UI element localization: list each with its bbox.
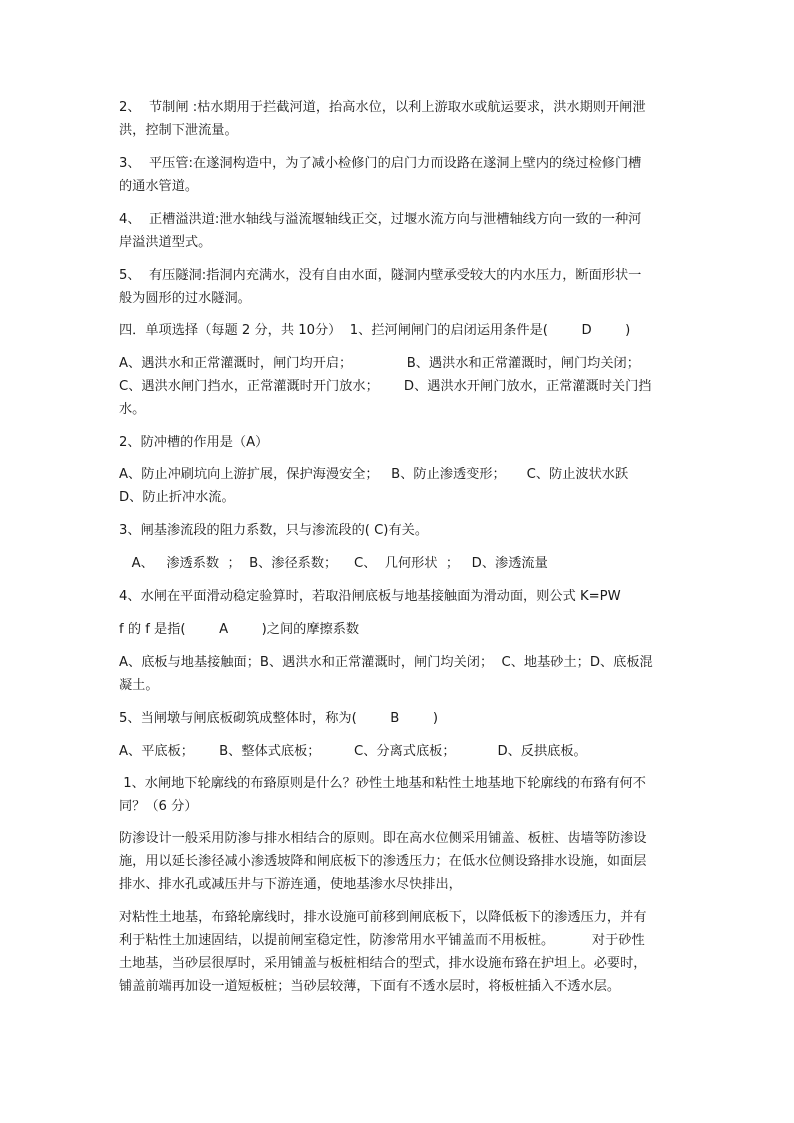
essay-answer-p1-line-2: 施，用以延长渗径减小渗透坡降和闸底板下的渗透压力；在低水位侧设臵排水设施，如面层	[119, 854, 647, 869]
essay-q1-line-2: 同？（6 分）	[119, 799, 198, 814]
essay-answer-p1-line-1: 防渗设计一般采用防渗与排水相结合的原则。即在高水位侧采用铺盖、板桩、齿墙等防渗设	[119, 831, 647, 846]
answer-5-line-1: 5、 有压隧洞:指洞内充满水，没有自由水面，隧洞内壁承受较大的内水压力，断面形状一	[119, 268, 642, 283]
q2-options-line-2: D、防止折冲水流。	[119, 490, 235, 505]
answer-2-line-2: 洪，控制下泄流量。	[119, 123, 238, 138]
essay-answer-p2-line-3: 土地基，当砂层很厚时，采用铺盖与板桩相结合的型式，排水设施布臵在护坦上。必要时，	[119, 956, 647, 971]
answer-3-line-2: 的通水管道。	[119, 179, 199, 194]
answer-4-line-1: 4、 正槽溢洪道:泄水轴线与溢流堰轴线正交，过堰水流方向与泄槽轴线方向一致的一种河	[119, 212, 642, 227]
answer-2-line-1: 2、 节制闸 :枯水期用于拦截河道，抬高水位，以利上游取水或航运要求，洪水期则开闸泄	[119, 100, 646, 115]
section-heading-q1: 四．单项选择（每题 2 分，共 10分） 1、拦河闸闸门的启闭运用条件是( D )	[119, 323, 631, 338]
q3-text: 3、闸基渗流段的阻力系数，只与渗流段的( C)有关。	[119, 523, 429, 538]
answer-5-line-2: 般为圆形的过水隧洞。	[119, 291, 251, 306]
q1-options-line-1: A、遇洪水和正常灌溉时，闸门均开启； B、遇洪水和正常灌溉时，闸门均关闭；	[119, 356, 640, 371]
essay-answer-p2-line-1: 对粘性土地基，布臵轮廓线时，排水设施可前移到闸底板下，以降低板下的渗透压力，并有	[119, 910, 647, 925]
q2-options-line-1: A、防止冲刷坑向上游扩展，保护海漫安全； B、防止渗透变形； C、防止波状水跃	[119, 467, 629, 482]
q1-options-line-3: 水。	[119, 402, 146, 417]
q5-text: 5、当闸墩与闸底板砌筑成整体时，称为( B )	[119, 711, 438, 726]
answer-4-line-2: 岸溢洪道型式。	[119, 235, 212, 250]
q4-text-line-1: 4、水闸在平面滑动稳定验算时，若取沿闸底板与地基接触面为滑动面，则公式 K=PW	[119, 589, 621, 604]
q5-options: A、平底板； B、整体式底板； C、分离式底板； D、反拱底板。	[119, 744, 587, 759]
essay-answer-p2-line-2: 利于粘性土加速固结，以提前闸室稳定性，防渗常用水平铺盖而不用板桩。 对于砂性	[119, 933, 645, 948]
q3-options: A、 渗透系数 ； B、渗径系数； C、 几何形状 ； D、渗透流量	[119, 556, 548, 571]
essay-answer-p1-line-3: 排水、排水孔或减压井与下游连通，使地基渗水尽快排出，	[119, 877, 462, 892]
q1-options-line-2: C、遇洪水闸门挡水，正常灌溉时开门放水； D、遇洪水开闸门放水，正常灌溉时关门挡	[119, 379, 652, 394]
essay-answer-p2-line-4: 铺盖前端再加设一道短板桩；当砂层较薄，下面有不透水层时，将板桩插入不透水层。	[119, 979, 621, 994]
answer-3-line-1: 3、 平压管:在遂洞构造中，为了减小检修门的启门力而设路在遂洞上壁内的绕过检修门槽	[119, 156, 642, 171]
q2-text: 2、防冲槽的作用是（A）	[119, 435, 269, 450]
q4-options-line-2: 凝土。	[119, 678, 159, 693]
essay-q1-line-1: 1、水闸地下轮廓线的布臵原则是什么？砂性土地基和粘性土地基地下轮廓线的布臵有何不	[119, 776, 646, 791]
q4-text-line-2: f 的 f 是指( A )之间的摩擦系数	[119, 622, 360, 637]
q4-options-line-1: A、底板与地基接触面；B、遇洪水和正常灌溉时，闸门均关闭； C、地基砂土；D、底板混	[119, 655, 653, 670]
